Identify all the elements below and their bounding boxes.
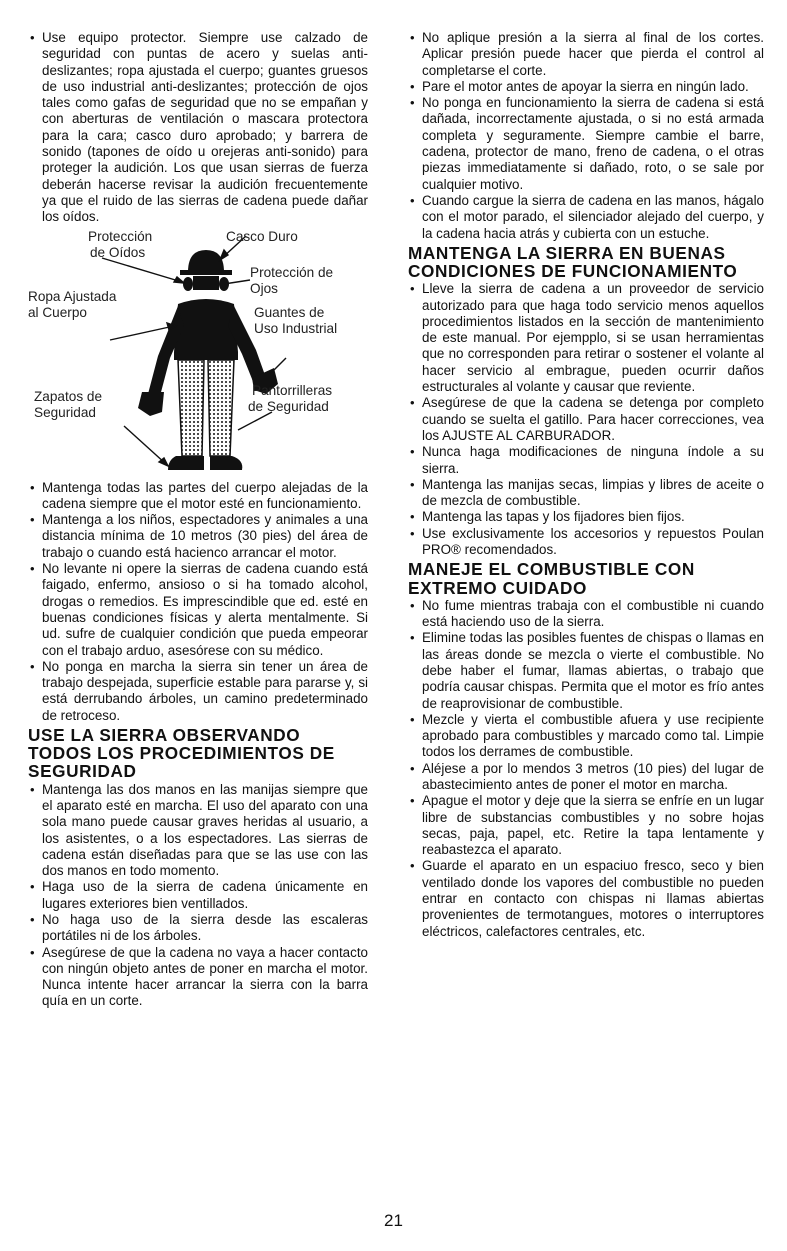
label-safety-shoes-2: Seguridad <box>34 404 96 420</box>
label-hearing-protection: Protección <box>88 228 153 244</box>
list-item: • Mantenga a los niños, espectadores y animales a una distancia mínima de 10 metros (30 pies) del área de trabajo o cuando está hacienco arrancar el motor. <box>28 512 368 561</box>
hard-hat-icon <box>188 250 224 272</box>
list-item: • No ponga en marcha la sierra sin tener un área de trabajo despejada, superficie estable para pararse y, si está derrubando árboles, un camino predeterminado de retroceso. <box>28 659 368 724</box>
label-gloves: Guantes de <box>254 304 325 320</box>
chaps-icon <box>178 360 204 456</box>
section-heading-maintain: MANTENGA LA SIERRA EN BUENAS CONDICIONES DE FUNCIONAMIENTO <box>408 242 738 282</box>
list-item: • Mantenga todas las partes del cuerpo alejadas de la cadena siempre que el motor esté en funcionamiento. <box>28 480 368 513</box>
section-heading-use-saw: USE LA SIERRA OBSERVANDO TODOS LOS PROCEDIMIENTOS DE SEGURIDAD <box>28 725 335 782</box>
label-eye-protection-2: Ojos <box>250 280 278 296</box>
label-safety-shoes: Zapatos de <box>34 388 103 404</box>
left-bullet-list <box>28 480 368 724</box>
label-gloves-2: Uso Industrial <box>254 320 338 336</box>
list-item: • Lleve la sierra de cadena a un proveedor de servicio autorizado para que haga todo servicio menos aquellos procedimientos listados en la sección de mantenimiento de este manual. Por ejempplo, si se usan herramientas que no corresponden para retirar o sostener el volante al hacer servicio al embrague, pueden ocurrir daños estructurales al volante y causar que reviente. <box>408 281 764 395</box>
page-number: 21 <box>384 1211 403 1230</box>
section-heading-fuel: MANEJE EL COMBUSTIBLE CON EXTREMO CUIDADO <box>408 559 695 598</box>
protective-gear-figure <box>28 228 368 476</box>
list-item: • Apague el motor y deje que la sierra se enfríe en un lugar libre de substancias combustibles y no sobre hojas secas, paja, papel, etc. Retire la tapa lentamente y reabastezca el aparato. <box>408 793 764 858</box>
list-item: • Pare el motor antes de apoyar la sierra en ningún lado. <box>408 79 764 95</box>
list-item: • Cuando cargue la sierra de cadena en las manos, hágalo con el motor parado, el silenciador alejado del cuerpo, y la cadena hacia atrás y cubierta con un estuche. <box>408 193 764 242</box>
safety-boot-icon <box>168 456 204 470</box>
label-tight-clothing-2: al Cuerpo <box>28 304 87 320</box>
list-item: • No ponga en funcionamiento la sierra de cadena si está dañada, incorrectamente ajustada, o si no está armada completa y seguramente. Siempre cambie el barre, cadena, protector de mano, freno de cadena, o el otras piezas immediatamente si dañado, roto, o se sale por cualquier motivo. <box>408 95 764 193</box>
list-item: • Asegúrese de que la cadena se detenga por completo cuando se suelta el gatillo. Para hacer correcciones, vea los AJUSTE AL CARBURADOR. <box>408 395 764 444</box>
list-item: • Use exclusivamente los accesorios y repuestos Poulan PRO® recomendados. <box>408 526 764 559</box>
section-1-list <box>28 782 368 1010</box>
list-item: • Nunca haga modificaciones de ninguna índole a su sierra. <box>408 444 764 477</box>
list-item: • No fume mientras trabaja con el combustible ni cuando está haciendo uso de la sierra. <box>408 598 764 631</box>
list-item: • No levante ni opere la sierras de cadena cuando está faigado, enfermo, ansioso o si ha tomado alcohol, drogas o remedios. Es imprescindible que ed. esté en buenas condiciones físicas y alerta mentalmente. Si ud. sufre de cualquier condición que pueda empeorar con el trabajo arduo, asesórese con su médico. <box>28 561 368 659</box>
list-item: • Aléjese a por lo mendos 3 metros (10 pies) del lugar de abastecimiento antes de poner el motor en marcha. <box>408 761 764 794</box>
list-item: • No aplique presión a la sierra al final de los cortes. Aplicar presión puede hacer que pierda el control al completarse el corte. <box>408 30 764 79</box>
list-item: • Asegúrese de que la cadena no vaya a hacer contacto con ningún objeto antes de poner en marcha el motor. Nunca intente hacer arrancar la sierra con la barra quía en un corte. <box>28 945 368 1010</box>
list-item: • Elimine todas las posibles fuentes de chispas o llamas en las áreas donde se mezcla o vierte el combustible. No debe haber el fumar, llamas abiertas, o trabajo que podría causar chispas. Permita que el motor es frío antes de reaprovisionar de combustible. <box>408 630 764 711</box>
glove-icon <box>138 392 164 416</box>
right-column <box>408 30 764 940</box>
label-chaps: Pantorrilleras <box>252 382 333 398</box>
label-chaps-2: de Seguridad <box>248 398 329 414</box>
intro-list <box>28 30 368 226</box>
list-item: • Mezcle y vierta el combustible afuera y use recipiente aprobado para combustibles y marcado como tal. Limpie todos los derrames de combustible. <box>408 712 764 761</box>
label-hard-hat: Casco Duro <box>226 228 298 244</box>
label-hearing-protection-2: de Oídos <box>90 244 146 260</box>
section-3-list <box>408 598 764 940</box>
list-item: • Use equipo protector. Siempre use calzado de seguridad con puntas de acero y suelas anti-deslizantes; ropa ajustada el cuerpo; guantes gruesos de uso industrial anti-deslizantes; protección de ojos tales como gafas de seguridad que no se empañan y con aberturas de ventilación o mascara protectora para la cara; casco duro aprobado; y barrera de sonido (tapones de oído u orejeras anti-sonido) para proteger la audición. Los que usan sierras de fuerza deberán hacerse revisar la audición frecuentemente ya que el ruido de las sierras de cadena puede dañar los oídos. <box>28 30 368 226</box>
left-column <box>28 30 368 1010</box>
label-tight-clothing: Ropa Ajustada <box>28 288 117 304</box>
list-item: • No haga uso de la sierra desde las escaleras portátiles ni de los árboles. <box>28 912 368 945</box>
list-item: • Haga uso de la sierra de cadena únicamente en lugares exteriores bien ventillados. <box>28 879 368 912</box>
ear-muff-icon <box>183 277 193 291</box>
list-item: • Guarde el aparato en un espaciuo fresco, seco y bien ventilado donde los vapores del combustible no pueden entrar en contacto con chispas ni llamas abiertas provenientes de termotangues, motores o interruptores eléctricos, calefactores centrales, etc. <box>408 858 764 939</box>
right-intro-list <box>408 30 764 242</box>
list-item: • Mantenga las manijas secas, limpias y libres de aceite o de mezcla de combustible. <box>408 477 764 510</box>
section-2-list <box>408 281 764 558</box>
list-item: • Mantenga las tapas y los fijadores bien fijos. <box>408 509 764 525</box>
list-item: • Mantenga las dos manos en las manijas siempre que el aparato esté en marcha. El uso del aparato con una sola mano puede causar graves heridas al usuario, a los asistentes, o a los espectadores. Las sierras de cadena están diseñadas para que se las use con las dos manos en todo momento. <box>28 782 368 880</box>
label-eye-protection: Protección de <box>250 264 334 280</box>
